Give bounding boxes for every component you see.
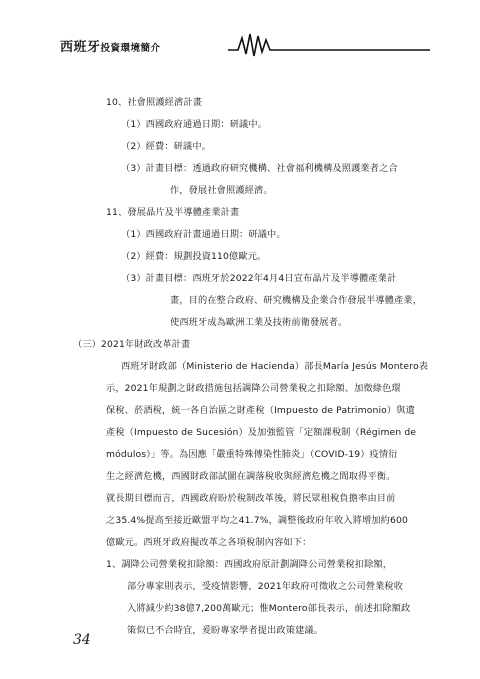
text-line: （2）經費：研議中。 xyxy=(121,141,212,152)
text-line: 畫，目的在整合政府、研究機構及企業合作發展半導體產業， xyxy=(170,295,423,306)
text-line: 之35.4%提高至接近歐盟平均之41.7%，調整後政府年收入將增加約600 xyxy=(106,515,408,526)
text-line: （三）2021年財政改革計畫 xyxy=(73,339,191,350)
text-line: （2）經費：規劃投資110億歐元。 xyxy=(121,251,267,262)
header-title-country: 西班牙 xyxy=(60,40,101,55)
text-line: （1）西國政府通過日期：研議中。 xyxy=(121,119,268,130)
text-line: 就長期目標而言，西國政府盼於稅制改革後，將民眾租稅負擔率由目前 xyxy=(106,493,396,504)
page-number: 34 xyxy=(73,632,91,648)
text-line: 10、社會照護經濟計畫 xyxy=(106,97,203,108)
text-line: 億歐元。西班牙政府擬改革之各項稅制內容如下： xyxy=(106,537,312,548)
header-title-subtitle: 投資環境簡介 xyxy=(100,43,161,54)
text-line: 生之經濟危機，西國財政部試圖在調落稅收與經濟危機之間取得平衡。 xyxy=(106,471,396,482)
text-line: 產稅（Impuesto de Sucesión）及加強監管「定額課稅制（Régimen de xyxy=(106,427,417,438)
page-header xyxy=(60,26,430,60)
text-line: 入將減少約38億7,200萬歐元；惟Montero部長表示，前述扣除額政 xyxy=(127,603,411,614)
text-line: 作，發展社會照護經濟。 xyxy=(170,185,273,196)
text-line: 部分專家則表示，受疫情影響，2021年政府可徵收之公司營業稅收 xyxy=(127,581,404,592)
text-line: （1）西國政府計畫通過日期：研議中。 xyxy=(121,229,286,240)
text-line: （3）計畫目標：透過政府研究機構、社會福利機構及照護業者之合 xyxy=(121,163,398,174)
text-line: 策似已不合時宜，爰盼專家學者提出政策建議。 xyxy=(127,625,324,636)
text-line: 1、調降公司營業稅扣除額：西國政府原計劃調降公司營業稅扣除額， xyxy=(106,559,393,570)
text-line: 11、發展晶片及半導體產業計畫 xyxy=(106,207,240,218)
text-line: （3）計畫目標：西班牙於2022年4月4日宣布晶片及半導體產業計 xyxy=(121,273,397,284)
text-line: 西班牙財政部（Ministerio de Hacienda）部長María Jesús Montero表 xyxy=(121,361,429,372)
text-line: módulos）」等。為因應「嚴重特殊傳染性肺炎」（COVID-19）疫情衍 xyxy=(106,449,398,460)
heartbeat-line-icon xyxy=(228,26,430,60)
text-line: 使西班牙成為歐洲工業及技術前衛發展者。 xyxy=(170,317,348,328)
text-line: 示，2021年規劃之財政措施包括調降公司營業稅之扣除額、加徵綠色環 xyxy=(106,383,401,394)
text-line: 保稅、菸酒稅，統一各自治區之財產稅（Impuesto de Patrimonio）與遺 xyxy=(106,405,415,416)
header-title xyxy=(60,36,161,55)
